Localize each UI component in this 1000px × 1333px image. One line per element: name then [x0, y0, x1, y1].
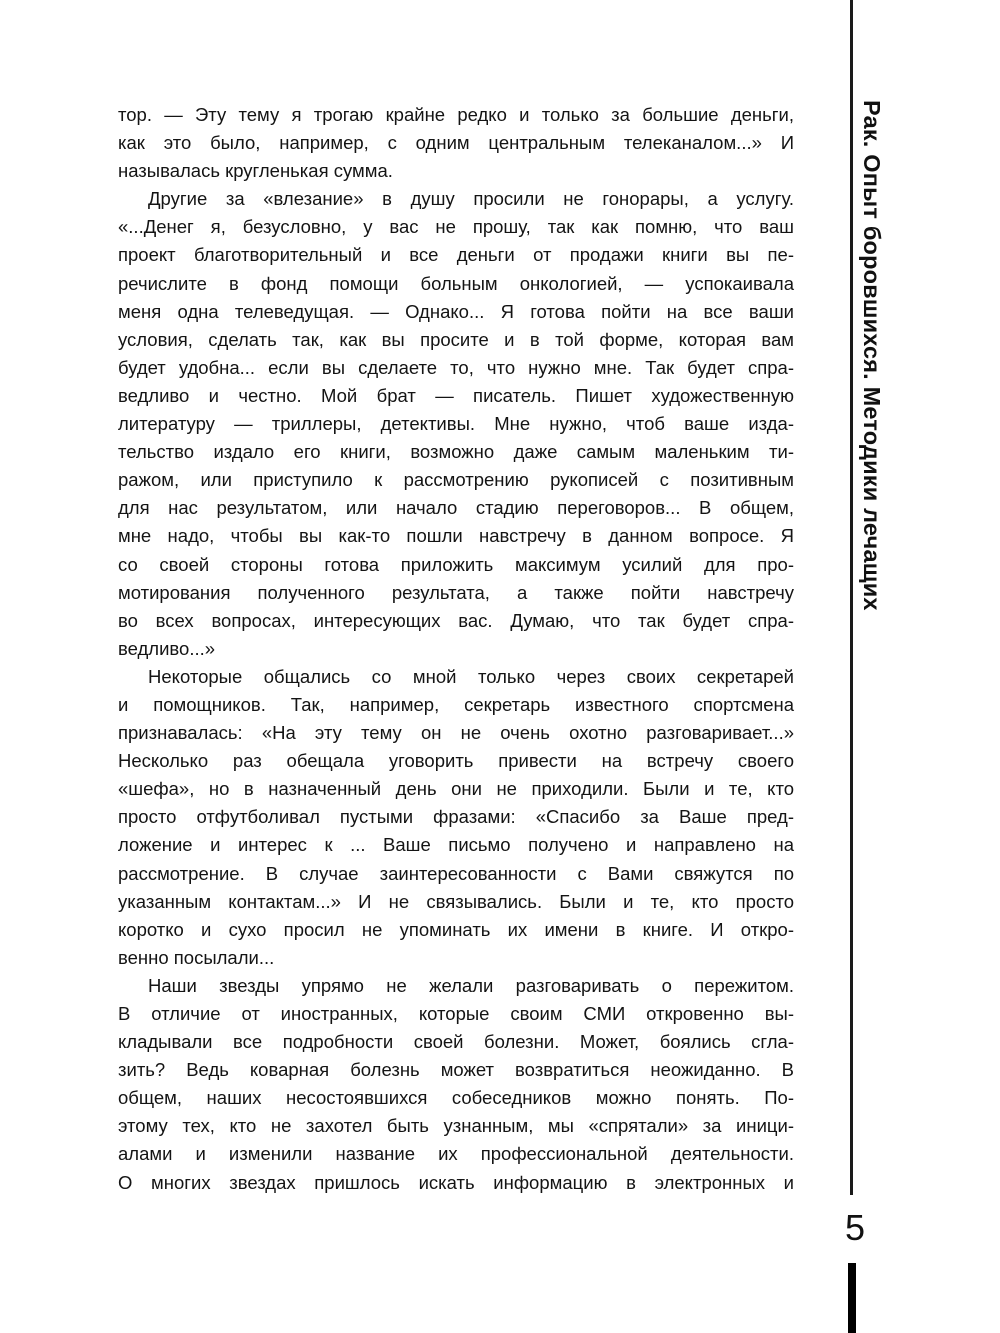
text-line: условия, сделать так, как вы просите и в той форме, которая вам: [118, 328, 794, 350]
body-text: [118, 101, 794, 1197]
text-line: В отличие от иностранных, которые своим СМИ откровенно вы-: [118, 1003, 794, 1024]
text-line: О многих звездах пришлось искать информацию в электронных и: [118, 1171, 794, 1193]
text-line: кладывали все подробности своей болезни. Может, боялись сгла-: [118, 1031, 794, 1053]
text-line: Наши звезды упрямо не желали разговаривать о пережитом.: [148, 974, 794, 996]
text-line: ведливо и честно. Мой брат — писатель. Пишет художественную: [118, 384, 794, 406]
text-line: мотирования полученного результата, а также пойти навстречу: [118, 581, 794, 603]
text-line: венно посылали...: [118, 946, 275, 968]
text-line: ложение и интерес к ... Ваше письмо получено и направлено на: [118, 834, 794, 856]
text-line: Некоторые общались со мной только через своих секретарей: [148, 665, 794, 687]
text-line: ражом, или приступило к рассмотрению рукописей с позитивным: [118, 469, 794, 491]
text-line: как это было, например, с одним центральным телеканалом...» И: [118, 132, 794, 154]
text-line: мне надо, чтобы вы как-то пошли навстречу в данном вопросе. Я: [118, 525, 794, 547]
page-tab-bar: [848, 1263, 856, 1333]
text-line: «шефа», но в назначенный день они не приходили. Были и те, кто: [118, 778, 794, 800]
text-line: меня одна телеведущая. — Однако... Я готова пойти на все ваши: [118, 300, 794, 322]
text-line: «...Денег я, безусловно, у вас не прошу, так как помню, что ваш: [118, 216, 794, 238]
text-line: называлась кругленькая сумма.: [118, 160, 393, 182]
text-line: речислите в фонд помощи больным онкологией, — успокаивала: [118, 272, 794, 294]
text-line: просто отфутболивал пустыми фразами: «Спасибо за Ваше пред-: [118, 806, 794, 828]
text-line: для нас результатом, или начало стадию переговоров... В общем,: [118, 497, 794, 519]
text-line: проект благотворительный и все деньги от продажи книги вы пе-: [118, 244, 794, 266]
text-line: общем, наших несостоявшихся собеседников можно понять. По-: [118, 1087, 794, 1109]
text-line: зить? Ведь коварная болезнь может возвратиться неожиданно. В: [118, 1059, 794, 1081]
margin-rule: [850, 0, 853, 1195]
page-number: 5: [845, 1207, 866, 1248]
text-line: Другие за «влезание» в душу просили не гонорары, а услугу.: [148, 188, 794, 210]
text-line: ведливо...»: [118, 637, 216, 659]
text-line: будет удобна... если вы сделаете то, что нужно мне. Так будет спра-: [118, 356, 794, 378]
text-line: рассмотрение. В случае заинтересованности с Вами свяжутся по: [118, 862, 794, 884]
text-line: Несколько раз обещала уговорить привести на встречу своего: [118, 750, 794, 772]
running-title: Рак. Опыт боровшихся. Методики лечащих: [859, 100, 885, 611]
text-line: во всех вопросах, интересующих вас. Думаю, что так будет спра-: [118, 609, 794, 631]
text-line: и помощников. Так, например, секретарь известного спортсмена: [118, 693, 794, 715]
text-line: тор. — Эту тему я трогаю крайне редко и только за большие деньги,: [118, 104, 794, 125]
text-line: алами и изменили название их профессиональной деятельности.: [118, 1143, 794, 1165]
text-line: указанным контактам...» И не связывались. Были и те, кто просто: [118, 890, 794, 912]
text-line: признавалась: «На эту тему он не очень охотно разговаривает...»: [118, 722, 794, 744]
text-line: тельство издало его книги, возможно даже самым маленьким ти-: [118, 441, 794, 463]
text-line: коротко и сухо просил не упоминать их имени в книге. И откро-: [118, 918, 794, 940]
text-line: со своей стороны готова приложить максимум усилий для про-: [118, 553, 794, 575]
text-line: литературу — триллеры, детективы. Мне нужно, чтоб ваше изда-: [118, 413, 794, 435]
text-line: этому тех, кто не захотел быть узнанным, мы «спрятали» за иници-: [118, 1115, 794, 1137]
